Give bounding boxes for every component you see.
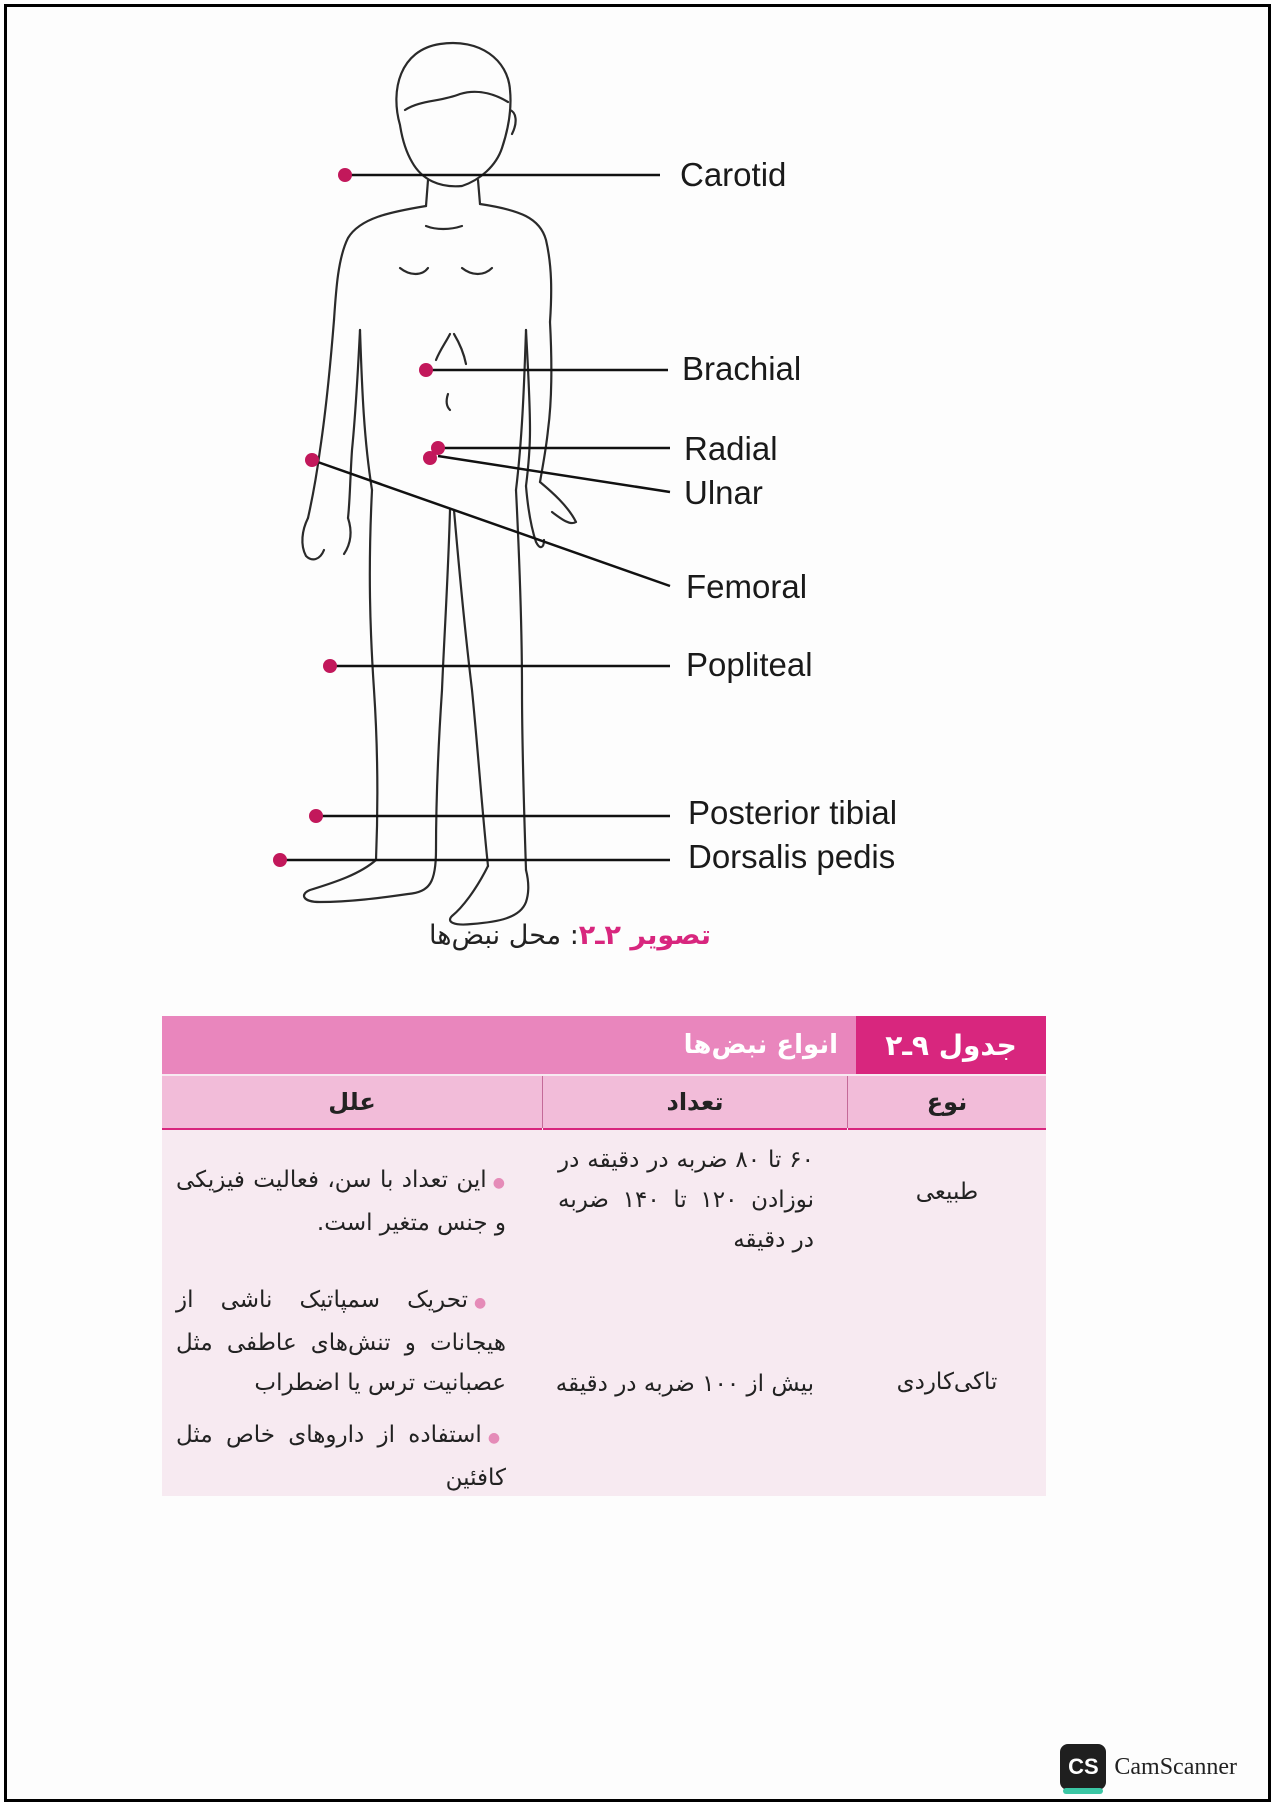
pulse-types-table	[162, 1016, 1046, 1496]
caption-number: تصویر ۲ـ۲	[578, 920, 712, 951]
label-posterior-tibial: Posterior tibial	[688, 794, 898, 831]
table-header-bar	[162, 1016, 1046, 1074]
row-tachycardia-causes	[176, 1280, 506, 1498]
bullet-icon: ●	[474, 1295, 506, 1311]
row-tachycardia-count: بیش از ۱۰۰ ضربه در دقیقه	[555, 1371, 814, 1397]
pulse-dot-posterior-tibial	[309, 809, 323, 823]
table-number-tag: جدول ۹ـ۲	[856, 1016, 1046, 1074]
pulse-dot-ulnar	[423, 451, 437, 465]
list-item	[176, 1415, 506, 1498]
list-item	[176, 1280, 506, 1403]
pulse-dot-popliteal	[323, 659, 337, 673]
label-ulnar: Ulnar	[684, 474, 763, 511]
label-dorsalis-pedis: Dorsalis pedis	[688, 838, 896, 875]
label-brachial: Brachial	[682, 350, 802, 387]
pulse-sites-figure	[240, 30, 1000, 930]
column-divider	[847, 1076, 848, 1128]
row-normal-count: ۶۰ تا ۸۰ ضربه در دقیقه در نوزادن ۱۲۰ تا ۱۴۰ ضربه در دقیقه	[558, 1147, 815, 1253]
pulse-dot-brachial	[419, 363, 433, 377]
list-item	[176, 1160, 506, 1243]
pulse-dot-dorsalis-pedis	[273, 853, 287, 867]
column-header-causes: علل	[162, 1076, 542, 1130]
camscanner-text: CamScanner	[1114, 1753, 1237, 1780]
row-tachycardia-type: تاکی‌کاردی	[896, 1369, 998, 1395]
label-popliteal: Popliteal	[686, 646, 813, 683]
bullet-icon: ●	[487, 1430, 506, 1446]
cause-text: این تعداد با سن، فعالیت فیزیکی و جنس متغیر است.	[176, 1167, 506, 1236]
bullet-icon: ●	[492, 1175, 506, 1191]
camscanner-logo-icon: CS	[1060, 1744, 1106, 1790]
row-normal-causes	[176, 1160, 506, 1243]
camscanner-watermark	[1060, 1744, 1237, 1790]
row-normal-type: طبیعی	[915, 1179, 979, 1205]
column-header-count: تعداد	[543, 1076, 847, 1130]
label-radial: Radial	[684, 430, 778, 467]
column-divider	[542, 1076, 543, 1128]
caption-text: : محل نبض‌ها	[428, 920, 579, 951]
pulse-dot-carotid	[338, 168, 352, 182]
column-header-type: نوع	[848, 1076, 1046, 1130]
figure-caption	[380, 920, 760, 951]
pulse-dot-femoral	[305, 453, 319, 467]
label-femoral: Femoral	[686, 568, 808, 605]
table-title: انواع نبض‌ها	[683, 1030, 838, 1060]
cause-text: تحریک سمپاتیک ناشی از هیجانات و تنش‌های عاطفی مثل عصبانیت ترس یا اضطراب	[176, 1287, 506, 1396]
cause-text: استفاده از داروهای خاص مثل کافئین	[176, 1422, 506, 1491]
label-carotid: Carotid	[680, 156, 787, 193]
